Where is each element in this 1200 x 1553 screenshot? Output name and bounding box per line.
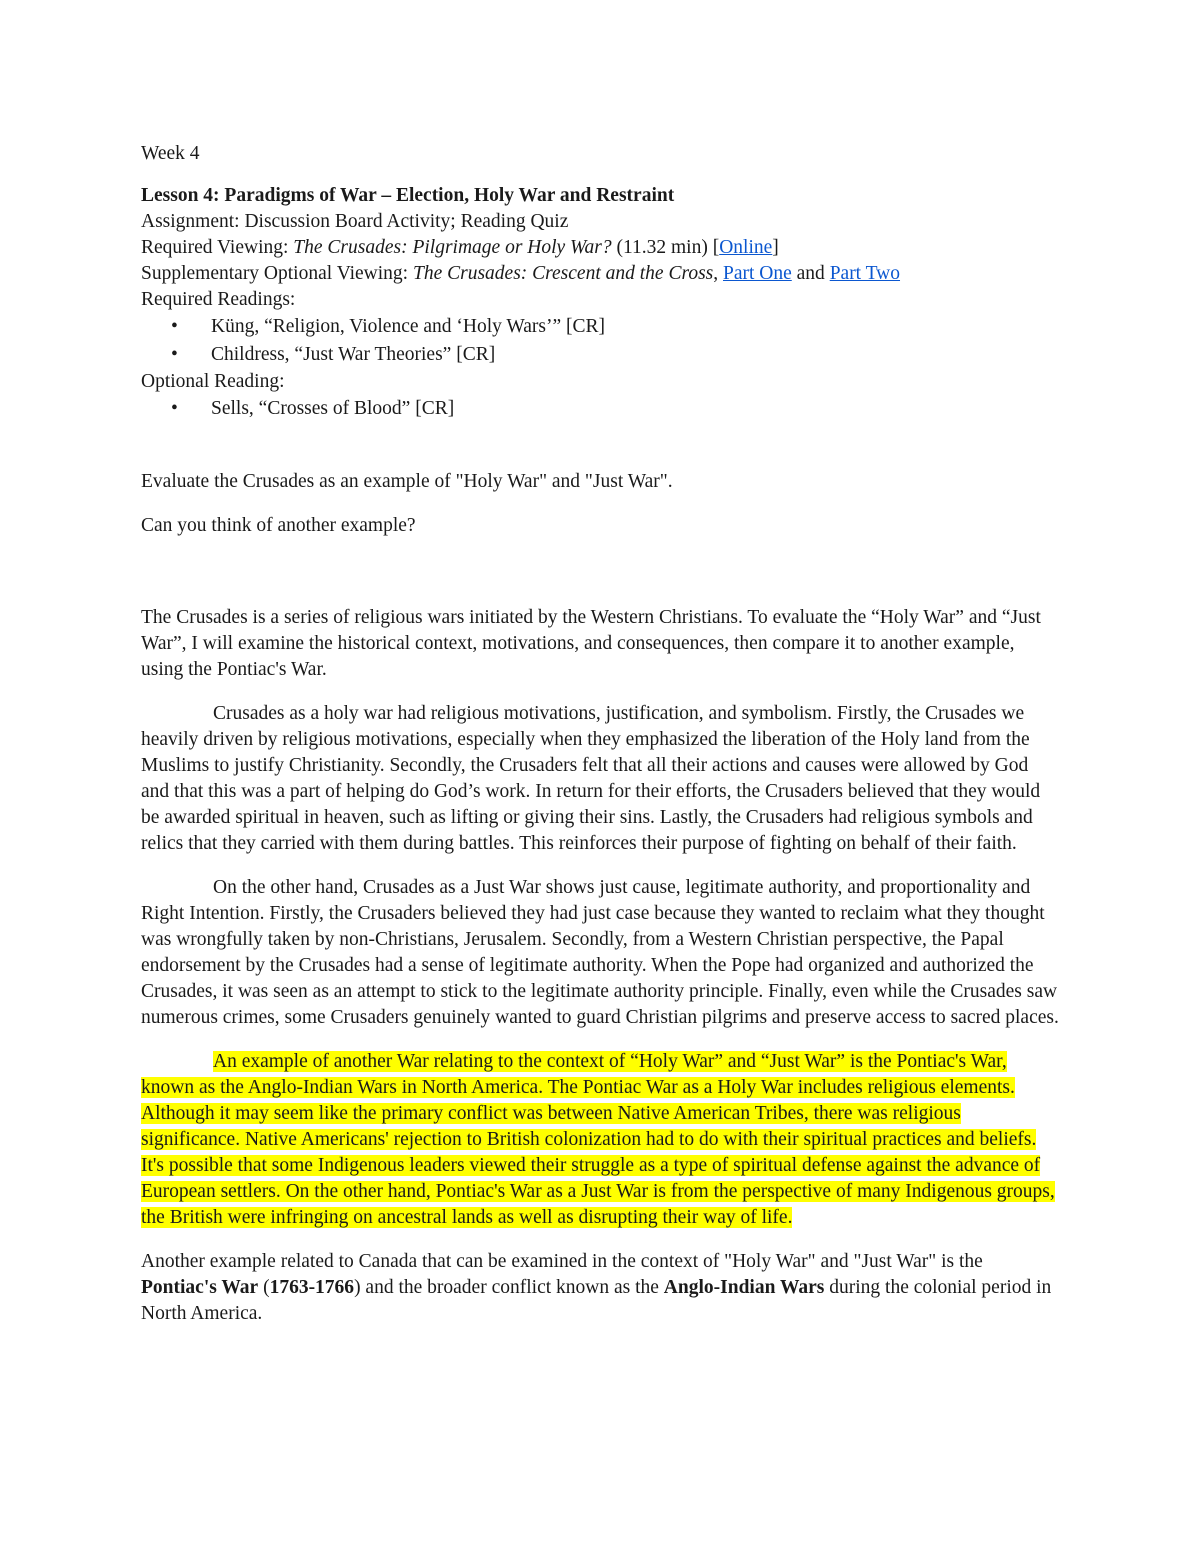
years-bold: 1763-1766 [269, 1277, 355, 1298]
supplementary-and: and [791, 263, 830, 284]
required-viewing-title: The Crusades: Pilgrimage or Holy War? [293, 237, 612, 258]
supplementary-viewing-line [141, 261, 1061, 287]
paragraph-holy-war: Crusades as a holy war had religious motivations, justification, and symbolism. Firstly, the Crusades we heavily driven by religious motivations, especially when they emphasized the liberation of the Holy land from the Muslims to justify Christianity. Secondly, the Crusaders felt that all their actions and causes were allowed by God and that this was a part of helping do God’s work. In return for their efforts, the Crusaders believed that they would be awarded spiritual in heaven, such as lifting or giving their sins. Lastly, the Crusaders had religious symbols and relics that they carried with them during battles. This reinforces their purpose of fighting on behalf of their faith. [141, 703, 1041, 854]
paragraph-just-war: On the other hand, Crusades as a Just War shows just cause, legitimate authority, and proportionality and Right Intention. Firstly, the Crusaders believed they had just case because they wanted to reclaim what they thought was wrongfully taken by non-Christians, Jerusalem. Secondly, from a Western Christian perspective, the Papal endorsement by the Crusades had a sense of legitimate authority. When the Pope had organized and authorized the Crusades, it was seen as an attempt to stick to the legitimate authority principle. Finally, even while the Crusades saw numerous crimes, some Crusaders genuinely wanted to guard Christian pilgrims and preserve access to sacred places. [141, 877, 1059, 1028]
part-two-link[interactable]: Part Two [829, 263, 901, 284]
para5-part-c: ( [258, 1277, 270, 1298]
required-viewing-end: ] [772, 237, 779, 258]
required-readings-list [141, 313, 1061, 369]
assignment-line: Assignment: Discussion Board Activity; Reading Quiz [141, 211, 569, 232]
paragraph-canada-example [141, 1249, 1061, 1327]
list-item: • Sells, “Crosses of Blood” [CR] [211, 395, 1061, 423]
required-readings-label: Required Readings: [141, 289, 296, 310]
required-viewing-duration: (11.32 min) [ [611, 237, 720, 258]
para5-part-e: ) and the broader conflict known as the [354, 1277, 664, 1298]
supplementary-comma: , [713, 263, 723, 284]
prompt-another-example: Can you think of another example? [141, 515, 416, 536]
paragraph-pontiac-highlighted [141, 1049, 1061, 1231]
list-item: • Küng, “Religion, Violence and ‘Holy Wars’” [CR] [211, 313, 1061, 341]
paragraph-intro: The Crusades is a series of religious wars initiated by the Western Christians. To evaluate the “Holy War” and “Just War”, I will examine the historical context, motivations, and consequences, then compare it to another example, using the Pontiac's War. [141, 607, 1041, 680]
highlighted-text: An example of another War relating to the context of “Holy War” and “Just War” is the Pontiac's War, known as the Anglo-Indian Wars in North America. The Pontiac War as a Holy War includes religious elements. Although it may seem like the primary conflict was between Native American Tribes, there was religious significance. Native Americans' rejection to British colonization had to do with their spiritual practices and beliefs. It's possible that some Indigenous leaders viewed their struggle as a type of spiritual defense against the advance of European settlers. On the other hand, Pontiac's War as a Just War is from the perspective of many Indigenous groups, the British were infringing on ancestral lands as well as disrupting their way of life. [141, 1051, 1055, 1228]
required-viewing-line [141, 235, 1061, 261]
para5-part-a: Another example related to Canada that can be examined in the context of "Holy War" and "Just War" is the [141, 1251, 983, 1272]
para5-part-g: during the colonial period in North America. [141, 1277, 1052, 1324]
week-heading: Week 4 [141, 143, 200, 164]
required-viewing-prefix: Required Viewing: [141, 237, 294, 258]
prompt-evaluate: Evaluate the Crusades as an example of "Holy War" and "Just War". [141, 471, 673, 492]
optional-readings-list [141, 395, 1061, 423]
anglo-indian-wars-bold: Anglo-Indian Wars [663, 1277, 825, 1298]
pontiacs-war-bold: Pontiac's War [141, 1277, 259, 1298]
list-item: • Childress, “Just War Theories” [CR] [211, 341, 1061, 369]
supplementary-title: The Crusades: Crescent and the Cross [412, 263, 714, 284]
supplementary-prefix: Supplementary Optional Viewing: [141, 263, 413, 284]
optional-reading-label: Optional Reading: [141, 371, 285, 392]
document-body [141, 141, 1061, 1327]
online-link[interactable]: Online [719, 237, 773, 258]
part-one-link[interactable]: Part One [723, 263, 792, 284]
lesson-title: Lesson 4: Paradigms of War – Election, Holy War and Restraint [141, 185, 675, 206]
